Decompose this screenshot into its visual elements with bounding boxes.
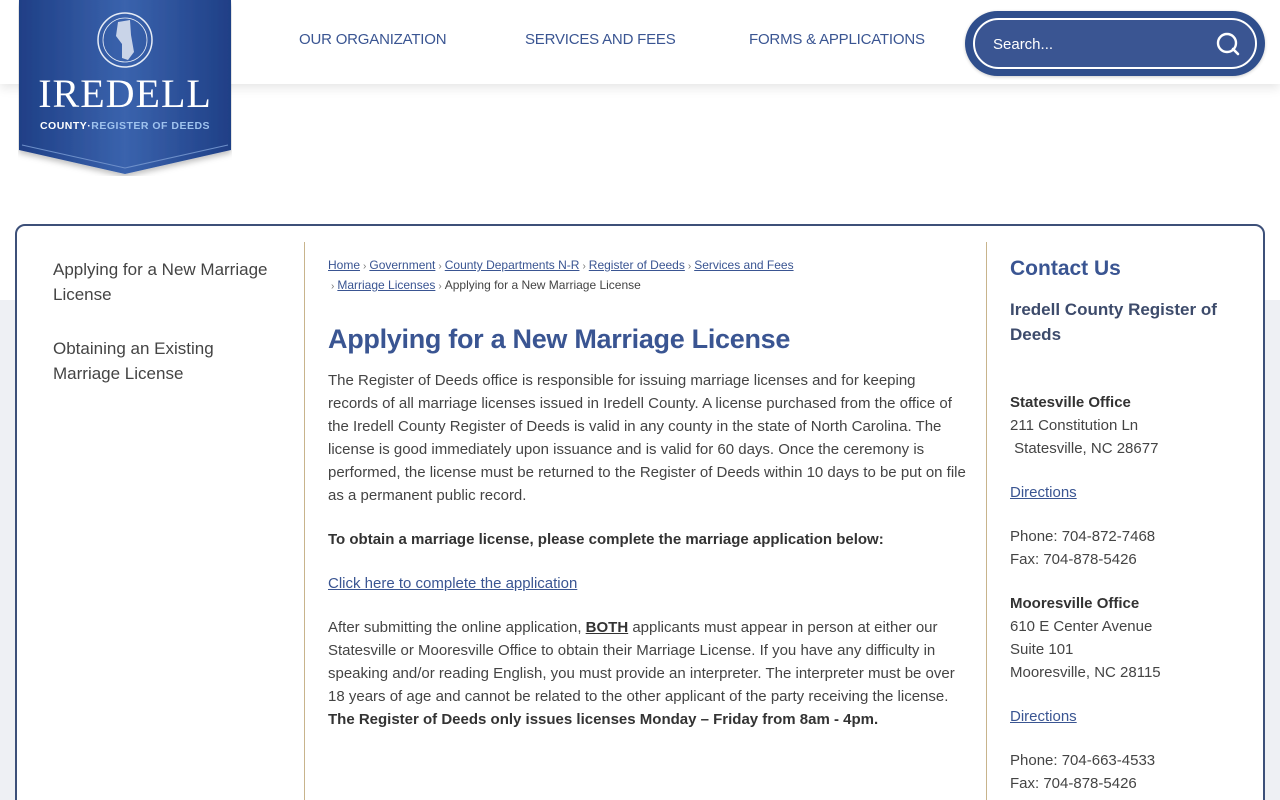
logo-title: IREDELL [38,71,212,116]
breadcrumb-separator: › [363,261,367,272]
nav-our-organization[interactable]: OUR ORGANIZATION [299,31,447,48]
breadcrumb-separator: › [438,281,442,292]
page-title: Applying for a New Marriage License [328,324,791,354]
sidebar-item-applying-new-license[interactable]: Applying for a New Marriage License [53,260,268,304]
site-logo[interactable] [18,0,232,176]
mooresville-directions-link[interactable]: Directions [1010,708,1077,725]
contact-panel [1010,255,1240,795]
breadcrumb-home[interactable]: Home [328,258,361,272]
statesville-directions-link[interactable]: Directions [1010,484,1077,501]
breadcrumb-current: Applying for a New Marriage License [444,278,641,292]
search-icon [1215,31,1241,57]
search-button[interactable] [1215,31,1241,57]
breadcrumb-register-of-deeds[interactable]: Register of Deeds [588,258,685,272]
breadcrumb-separator: › [438,261,442,272]
requirements-text-start: After submitting the online application, [328,619,586,636]
office-address-line: Statesville, NC 28677 [1010,440,1159,457]
office-name: Statesville Office [1010,394,1131,411]
breadcrumb-county-departments[interactable]: County Departments N-R [444,258,580,272]
breadcrumb [328,256,968,296]
search-box [965,11,1265,76]
breadcrumb-marriage-licenses[interactable]: Marriage Licenses [337,278,436,292]
divider [304,242,305,800]
hours-notice: The Register of Deeds only issues licenses Monday – Friday from 8am - 4pm. [328,711,879,728]
mooresville-office [1010,592,1240,795]
logo-subtitle-county: COUNTY [39,120,88,132]
office-name: Mooresville Office [1010,595,1140,612]
office-address-line: Suite 101 [1010,641,1074,658]
sidebar-item-obtaining-existing-license[interactable]: Obtaining an Existing Marriage License [53,339,214,383]
contact-heading: Contact Us [1010,257,1121,280]
divider [986,242,987,800]
complete-application-link[interactable]: Click here to complete the application [328,575,578,592]
logo-subtitle: COUNTY·REGISTER OF DEEDS [39,120,211,132]
office-fax: Fax: 704-878-5426 [1010,551,1137,568]
intro-paragraph: The Register of Deeds office is responsible for issuing marriage licenses and for keeping records of all marriage licenses issued in Iredell County. A license purchased from the office of the Iredell County Register of Deeds is valid in any county in the state of North Carolina. The license is good immediately upon issuance and is valid for 60 days. Once the ceremony is performed, the license must be returned to the Register of Deeds within 10 days to be put on file as a permanent public record. [328,372,966,504]
breadcrumb-separator: › [687,261,692,272]
secondary-nav [53,257,283,415]
main-content [328,256,968,752]
instruction-text: To obtain a marriage license, please complete the marriage application below: [328,531,884,548]
content-card [15,224,1265,800]
article-body [328,369,968,731]
breadcrumb-services-and-fees[interactable]: Services and Fees [694,258,794,272]
nav-forms-applications[interactable]: FORMS & APPLICATIONS [749,31,925,48]
nav-services-and-fees[interactable]: SERVICES AND FEES [525,31,676,48]
office-phone: Phone: 704-663-4533 [1010,752,1156,769]
breadcrumb-government[interactable]: Government [369,258,436,272]
office-address-line: 610 E Center Avenue [1010,618,1153,635]
breadcrumb-separator: › [331,281,335,292]
office-phone: Phone: 704-872-7468 [1010,528,1156,545]
office-address-line: 211 Constitution Ln [1010,417,1139,434]
requirements-paragraph [328,616,968,731]
office-address-line: Mooresville, NC 28115 [1010,664,1161,681]
requirements-text-middle: applicants must appear in person at either our Statesville or Mooresville Office to obtain their Marriage License. If you have any difficulty in speaking and/or reading English, you must provide an interpreter. The interpreter must be over 18 years of age and cannot be related to the other applicant of the party receiving the license. [328,619,955,705]
breadcrumb-separator: › [582,261,586,272]
both-emphasis: BOTH [585,619,629,636]
search-input[interactable] [993,30,1193,58]
search-inner [973,18,1257,69]
contact-org-name: Iredell County Register of Deeds [1010,300,1217,344]
statesville-office [1010,391,1240,592]
office-fax: Fax: 704-878-5426 [1010,775,1137,792]
logo-subtitle-register: REGISTER OF DEEDS [91,120,211,132]
